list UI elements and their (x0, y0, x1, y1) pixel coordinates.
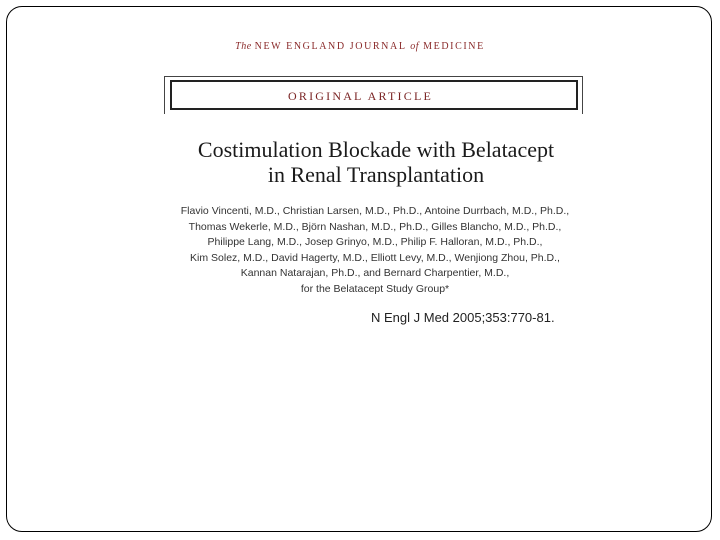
title-line-1: Costimulation Blockade with Belatacept (197, 137, 555, 162)
masthead-of: of (410, 41, 420, 52)
author-line: Philippe Lang, M.D., Josep Grinyo, M.D., Philip F. Halloran, M.D., Ph.D., (207, 236, 543, 249)
article-title (196, 137, 556, 187)
masthead-journal-a: NEW ENGLAND JOURNAL (254, 41, 411, 52)
author-line: Thomas Wekerle, M.D., Björn Nashan, M.D., Ph.D., Gilles Blancho, M.D., Ph.D., (188, 220, 562, 233)
masthead-journal-b: MEDICINE (419, 41, 485, 52)
author-line: for the Belatacept Study Group* (300, 282, 450, 295)
author-line: Kannan Natarajan, Ph.D., and Bernard Charpentier, M.D., (240, 267, 510, 280)
journal-masthead (0, 41, 720, 52)
author-line: Kim Solez, M.D., David Hagerty, M.D., Elliott Levy, M.D., Wenjiong Zhou, Ph.D., (190, 251, 560, 264)
author-line: Flavio Vincenti, M.D., Christian Larsen, M.D., Ph.D., Antoine Durrbach, M.D., Ph.D., (180, 205, 570, 217)
citation: N Engl J Med 2005;353:770-81. (371, 310, 555, 325)
author-list (150, 204, 600, 298)
masthead-prefix: The (235, 41, 255, 52)
title-line-2: in Renal Transplantation (267, 162, 485, 187)
article-type-label: ORIGINAL ARTICLE (288, 89, 434, 103)
